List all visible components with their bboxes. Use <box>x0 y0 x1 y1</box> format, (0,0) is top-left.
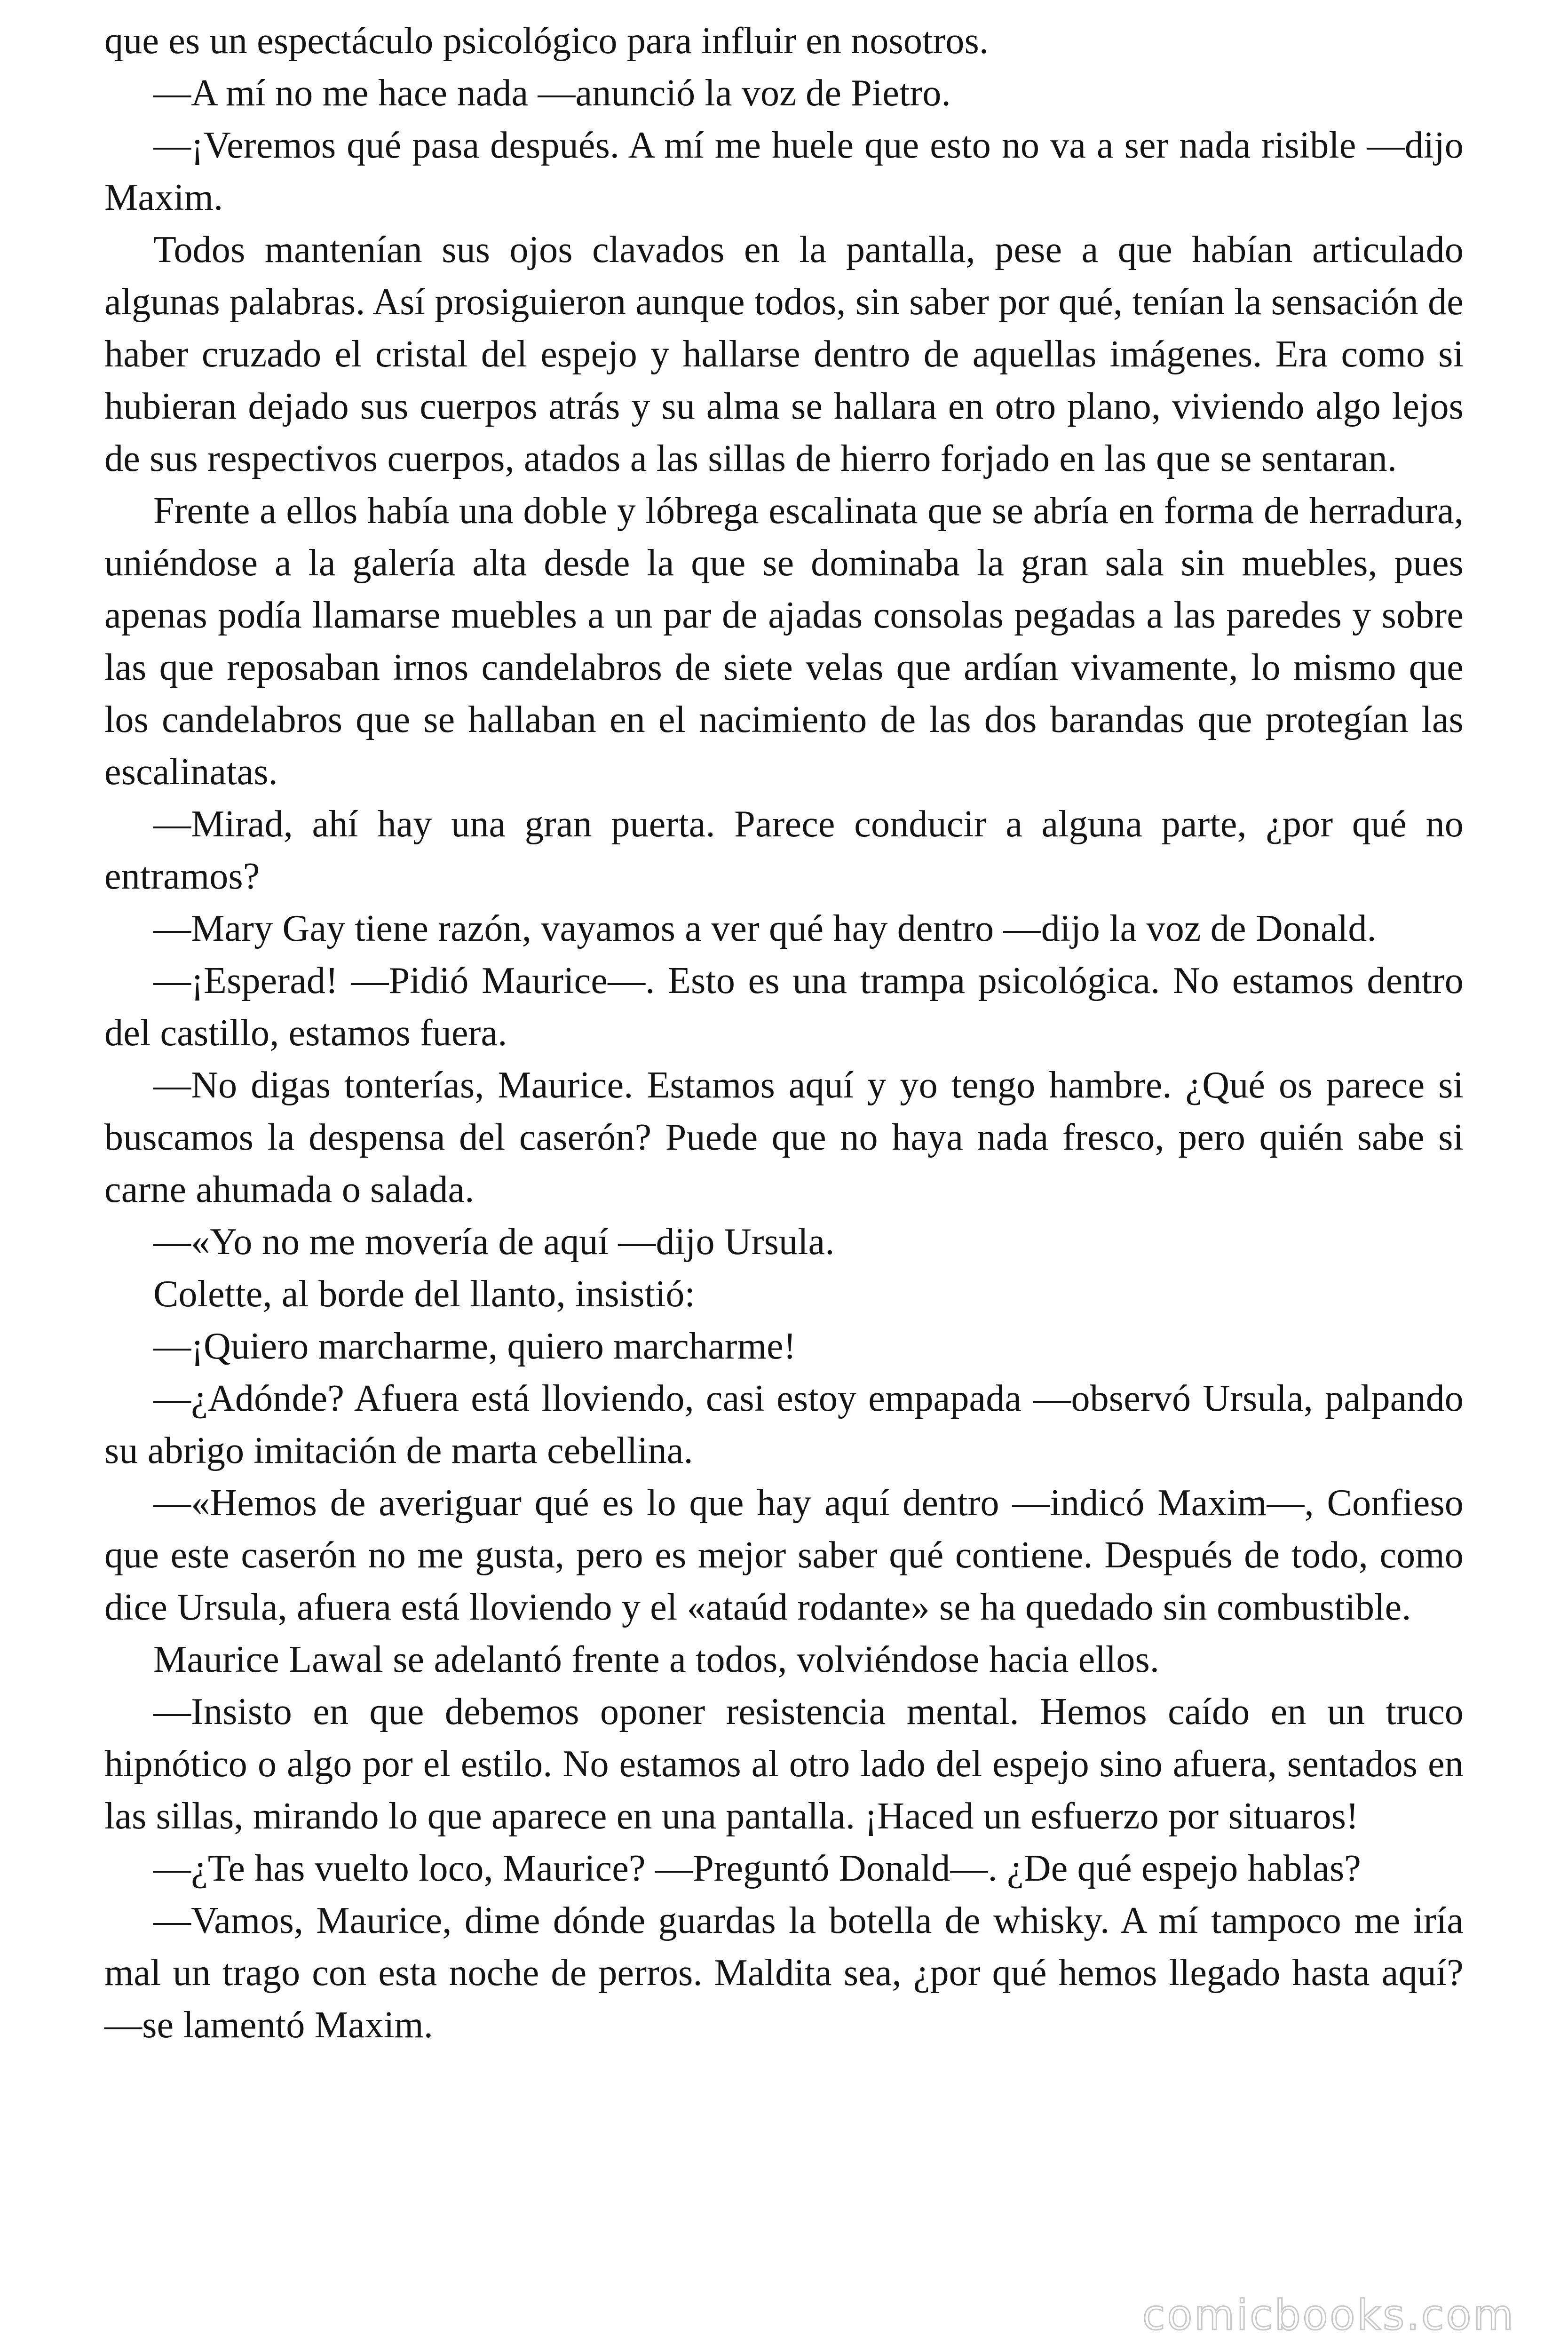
paragraph-dialogue-donald-mirror: —¿Te has vuelto loco, Maurice? —Preguntó Donald—. ¿De qué espejo hablas? <box>153 1848 1361 1889</box>
paragraph-narration-maurice: Maurice Lawal se adelantó frente a todos, volviéndose hacia ellos. <box>153 1639 1160 1680</box>
paragraph-dialogue-donald: —Mary Gay tiene razón, vayamos a ver qué hay dentro —dijo la voz de Donald. <box>153 908 1377 949</box>
paragraph-dialogue-ursula-rain: —¿Adónde? Afuera está lloviendo, casi estoy empapada —observó Ursula, palpando su abrigo imitación de marta cebellina. <box>104 1378 1464 1471</box>
paragraph-dialogue-maxim-house: —«Hemos de averiguar qué es lo que hay aquí dentro —indicó Maxim—, Confieso que este caserón no me gusta, pero es mejor saber qué contiene. Después de todo, como dice Ursula, afuera está lloviendo y el «ataúd rodante» se ha quedado sin combustible. <box>104 1482 1464 1628</box>
paragraph-dialogue-colette: —¡Quiero marcharme, quiero marcharme! <box>153 1326 796 1367</box>
paragraph-dialogue-hungry: —No digas tonterías, Maurice. Estamos aquí y yo tengo hambre. ¿Qué os parece si buscamos la despensa del caserón? Puede que no haya nada fresco, pero quién sabe si carne ahumada o salada. <box>104 1065 1464 1210</box>
paragraph-dialogue-ursula: —«Yo no me movería de aquí —dijo Ursula. <box>153 1221 835 1263</box>
paragraph-dialogue-maxim-whisky: —Vamos, Maurice, dime dónde guardas la botella de whisky. A mí tampoco me iría mal un trago con esta noche de perros. Maldita sea, ¿por qué hemos llegado hasta aquí? —se lamentó Maxim. <box>104 1900 1464 2046</box>
paragraph-dialogue-maurice-wait: —¡Esperad! —Pidió Maurice—. Esto es una trampa psicológica. No estamos dentro del castillo, estamos fuera. <box>104 960 1464 1054</box>
watermark-logo: comicbooks.com <box>1142 2291 1515 2339</box>
paragraph-continuation: que es un espectáculo psicológico para influir en nosotros. <box>104 20 989 62</box>
paragraph-dialogue-maurice-insist: —Insisto en que debemos oponer resistencia mental. Hemos caído en un truco hipnótico o algo por el estilo. No estamos al otro lado del espejo sino afuera, sentados en las sillas, mirando lo que aparece en una pantalla. ¡Haced un esfuerzo por situaros! <box>104 1691 1464 1837</box>
paragraph-narration-screen: Todos mantenían sus ojos clavados en la pantalla, pese a que habían articulado algunas palabras. Así prosiguieron aunque todos, sin saber por qué, tenían la sensación de haber cruzado el cristal del espejo y hallarse dentro de aquellas imágenes. Era como si hubieran dejado sus cuerpos atrás y su alma se hallara en otro plano, viviendo algo lejos de sus respectivos cuerpos, atados a las sillas de hierro forjado en las que se sentaran. <box>104 229 1464 479</box>
paragraph-narration-colette: Colette, al borde del llanto, insistió: <box>153 1273 696 1315</box>
book-page-text <box>104 15 1464 2051</box>
paragraph-narration-staircase: Frente a ellos había una doble y lóbrega escalinata que se abría en forma de herradura, uniéndose a la galería alta desde la que se dominaba la gran sala sin muebles, pues apenas podía llamarse muebles a un par de ajadas consolas pegadas a las paredes y sobre las que reposaban irnos candelabros de siete velas que ardían vivamente, lo mismo que los candelabros que se hallaban en el nacimiento de las dos barandas que protegían las escalinatas. <box>104 490 1464 793</box>
paragraph-dialogue-pietro: —A mí no me hace nada —anunció la voz de Pietro. <box>153 72 951 114</box>
paragraph-dialogue-maxim: —¡Veremos qué pasa después. A mí me huele que esto no va a ser nada risible —dijo Maxim. <box>104 125 1464 218</box>
paragraph-dialogue-door: —Mirad, ahí hay una gran puerta. Parece conducir a alguna parte, ¿por qué no entramos? <box>104 803 1464 897</box>
